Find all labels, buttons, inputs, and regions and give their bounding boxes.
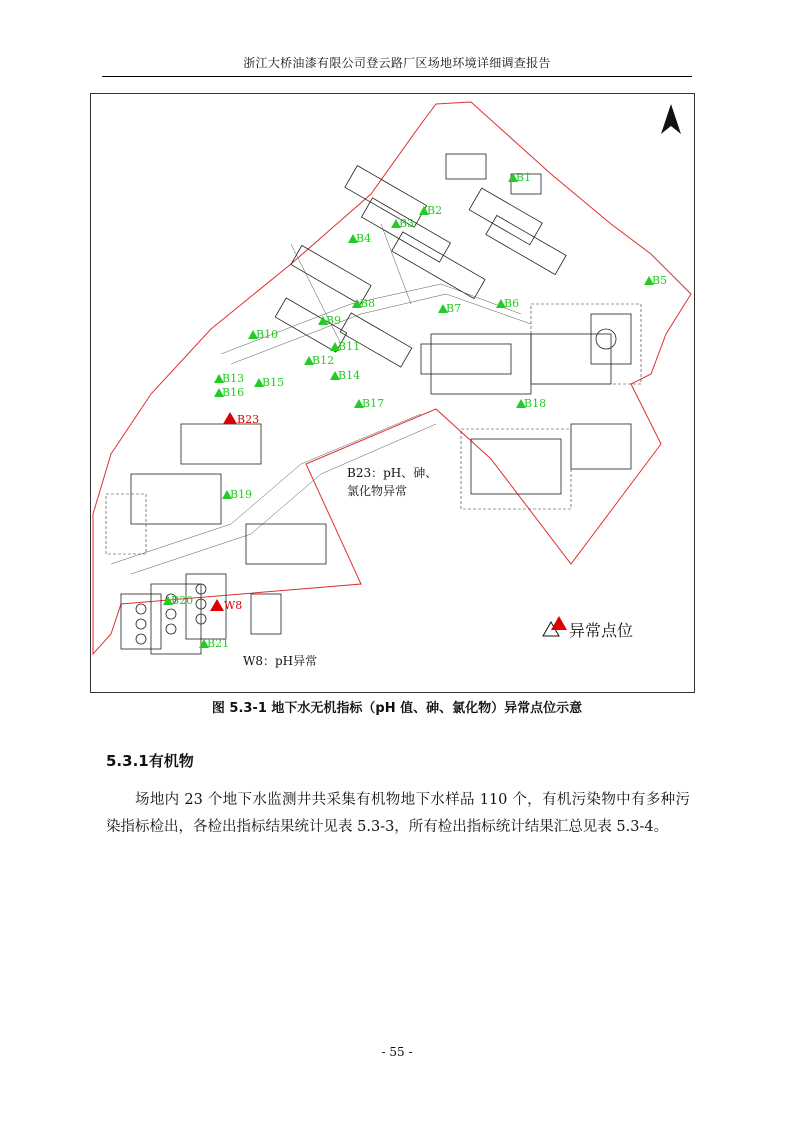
note-w8: W8：pH异常 <box>243 654 318 668</box>
figure-caption: 图 5.3-1 地下水无机指标（pH 值、砷、氯化物）异常点位示意 <box>211 701 583 716</box>
abnormal-wells <box>210 412 259 612</box>
north-arrow <box>661 104 681 134</box>
page-header: 浙江大桥油漆有限公司登云路厂区场地环境详细调查报告 <box>243 56 551 70</box>
well-label: B3 <box>399 217 415 230</box>
well-label: B2 <box>427 204 443 217</box>
well-marker <box>214 372 244 385</box>
well-label: B5 <box>652 274 668 287</box>
well-marker <box>354 397 384 410</box>
well-marker <box>419 204 442 217</box>
well-marker <box>222 488 252 501</box>
note-b23-line1: B23：pH、砷、 <box>347 466 438 480</box>
well-marker <box>438 302 461 315</box>
site-map <box>91 94 694 692</box>
legend-red-triangle-icon <box>551 616 567 630</box>
well-marker <box>214 386 244 399</box>
well-marker <box>318 314 341 327</box>
well-marker <box>248 328 278 341</box>
well-label: B21 <box>207 637 230 650</box>
well-label: B15 <box>262 376 285 389</box>
well-label: B7 <box>446 302 462 315</box>
site-boundary <box>93 102 691 654</box>
well-marker <box>348 232 371 245</box>
well-marker <box>644 274 667 287</box>
well-marker <box>330 369 360 382</box>
well-label: B18 <box>524 397 547 410</box>
legend-label: 异常点位 <box>569 621 634 640</box>
well-marker-abnormal <box>210 599 242 612</box>
well-label: B23 <box>237 413 260 426</box>
body-paragraph: 场地内 23 个地下水监测井共采集有机物地下水样品 110 个，有机污染物中有多种污染指标检出，各检出指标结果统计见表 5.3-3，所有检出指标统计结果汇总见表 5.3-4。 <box>106 792 690 835</box>
normal-wells <box>163 171 667 650</box>
well-label: B17 <box>362 397 385 410</box>
well-label: B19 <box>230 488 253 501</box>
note-b23-line2: 氯化物异常 <box>347 484 408 498</box>
well-label: B14 <box>338 369 361 382</box>
section-title: 5.3.1有机物 <box>106 752 194 770</box>
well-marker-abnormal <box>223 412 259 426</box>
well-label: B1 <box>516 171 532 184</box>
well-label: B4 <box>356 232 372 245</box>
well-label: B9 <box>326 314 342 327</box>
well-label: B20 <box>171 594 194 607</box>
legend <box>543 616 633 640</box>
page-number: - 55 - <box>381 1045 413 1059</box>
well-label: W8 <box>224 599 243 612</box>
well-label: B6 <box>504 297 520 310</box>
well-label: B10 <box>256 328 279 341</box>
well-marker <box>352 297 375 310</box>
well-marker <box>254 376 284 389</box>
well-marker <box>496 297 519 310</box>
well-marker <box>508 171 531 184</box>
well-label: B11 <box>338 340 361 353</box>
well-label: B16 <box>222 386 245 399</box>
well-marker <box>516 397 546 410</box>
well-label: B8 <box>360 297 376 310</box>
well-label: B13 <box>222 372 245 385</box>
site-map-figure <box>90 93 695 693</box>
well-marker <box>391 217 414 230</box>
well-label: B12 <box>312 354 335 367</box>
well-marker <box>304 354 334 367</box>
header-rule <box>102 76 692 77</box>
